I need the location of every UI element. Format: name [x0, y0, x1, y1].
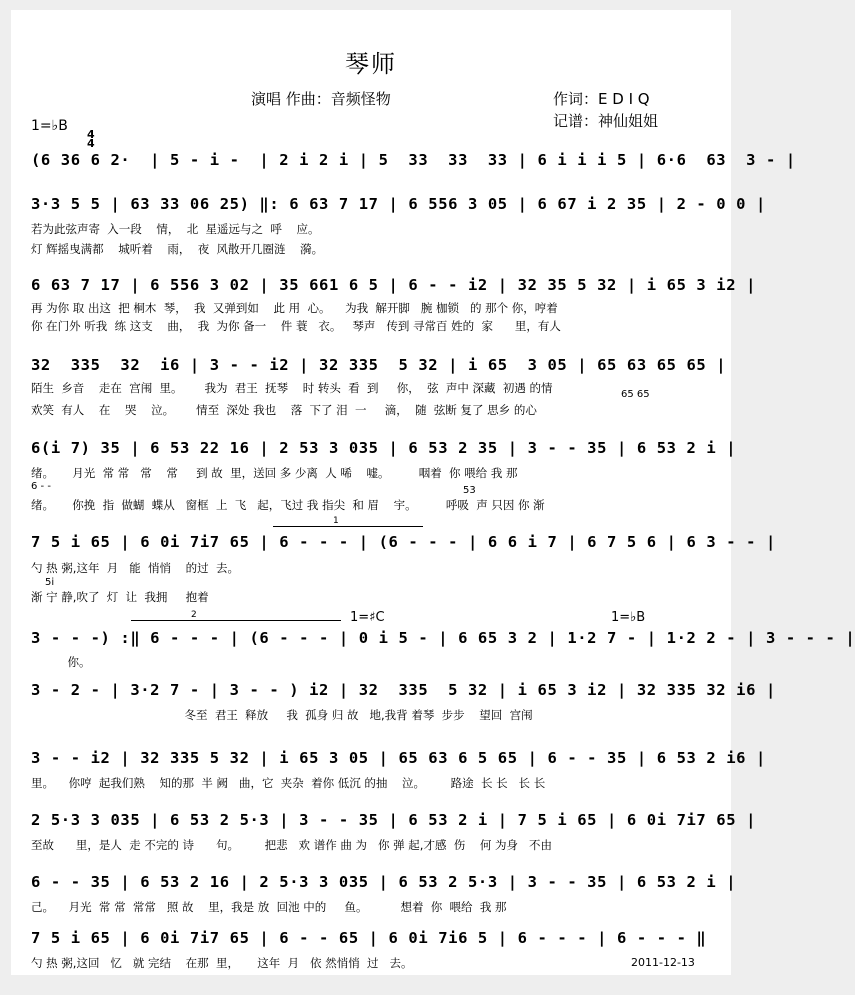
key-signature: 1=♭B	[31, 118, 68, 134]
lyric-line: 若为此弦声寄 入一段 情， 北 星遥远与之 呼 应。	[31, 222, 320, 236]
time-signature: 4 4	[87, 128, 95, 150]
notation-line: 6 63 7 17 | 6 556 3 02 | 35 661 6 5 | 6 - - i2 | 32 35 5 32 | i 65 3 i2 |	[31, 276, 757, 294]
key-change-c: 1=♯C	[350, 610, 385, 625]
harmony-notes: 6 - -	[31, 481, 51, 492]
lyric-line: 绪。 月光 常 常 常 常 到 故 里，送回 多 少离 人 唏 嘘。 咽着 你 喂给 我 那	[31, 466, 518, 480]
volta-bracket-1: 1	[273, 526, 423, 527]
lyric-line: 再 为你 取 出这 把 桐木 琴， 我 又弹到如 此 用 心。 为我 解开脚 腕 枷锁 的 那个 你，哼着	[31, 301, 558, 315]
notation-line: 3 - - i2 | 32 335 5 32 | i 65 3 05 | 65 63 6 5 65 | 6 - - 35 | 6 53 2 i6 |	[31, 749, 766, 767]
lyric-line: 绪。 你挽 指 做蝴 蝶从 窗框 上 飞 起，飞过 我 指尖 和 眉 宇。 呼吸 声 只因 你 渐	[31, 498, 545, 512]
lyric-line: 陌生 乡音 走在 宫闱 里。 我为 君王 抚琴 时 转头 看 到 你， 弦 声中 深藏 初遇 的情	[31, 381, 553, 395]
lyric-line: 灯 辉摇曳满都 城听着 雨， 夜 风散开几圈涟 漪。	[31, 242, 324, 256]
performer-composer-credit: 演唱 作曲：音频怪物	[251, 90, 391, 108]
notation-line: 3 - - -) :‖ 6 - - - | (6 - - - | 0 i 5 - | 6 65 3 2 | 1·2 7 - | 1·2 2 - | 3 - - - |	[31, 629, 855, 647]
notation-line: 7 5 i 65 | 6 0i 7i7 65 | 6 - - 65 | 6 0i 7i6 5 | 6 - - - | 6 - - - ‖	[31, 929, 707, 947]
notation-line: 3·3 5 5 | 63 33 06 25) ‖: 6 63 7 17 | 6 556 3 05 | 6 67 i 2 35 | 2 - 0 0 |	[31, 195, 766, 213]
lyric-line: 勺 热 粥,这年 月 能 悄悄 的过 去。	[31, 561, 239, 575]
song-title: 琴师	[345, 50, 397, 78]
lyric-line: 冬至 君王 释放 我 孤身 归 故 地,我背 着琴 步步 望回 宫闱	[31, 708, 533, 722]
notation-line: 2 5·3 3 035 | 6 53 2 5·3 | 3 - - 35 | 6 53 2 i | 7 5 i 65 | 6 0i 7i7 65 |	[31, 811, 757, 829]
harmony-notes: 53	[463, 485, 476, 496]
notation-line: 7 5 i 65 | 6 0i 7i7 65 | 6 - - - | (6 - - - | 6 6 i 7 | 6 7 5 6 | 6 3 - - |	[31, 533, 776, 551]
date-stamp: 2011-12-13	[631, 956, 695, 969]
lyric-line: 渐 宁 静,吹了 灯 让 我拥 抱着	[31, 590, 209, 604]
lyric-line: 你 在门外 听我 练 这支 曲， 我 为你 备一 件 蓑 衣。 琴声 传到 寻常百 姓的 家 里，有人	[31, 319, 561, 333]
notation-line: 3 - 2 - | 3·2 7 - | 3 - - ) i2 | 32 335 5 32 | i 65 3 i2 | 32 335 32 i6 |	[31, 681, 776, 699]
lyric-line: 至故 里，是人 走 不完的 诗 句。 把悲 欢 谱作 曲 为 你 弹 起,才感 伤 何 为身 不由	[31, 838, 552, 852]
notation-line: 32 335 32 i6 | 3 - - i2 | 32 335 5 32 | i 65 3 05 | 65 63 65 65 |	[31, 356, 727, 374]
key-change-b: 1=♭B	[611, 610, 646, 625]
lyricist-credit: 作词：E D I Q	[553, 90, 650, 108]
score-page	[11, 10, 855, 975]
notation-line: (6 36 6 2· | 5 - i - | 2 i 2 i | 5 33 33 33 | 6 i i i 5 | 6·6 63 3 - |	[31, 151, 796, 169]
lyric-line: 你。	[31, 655, 91, 669]
lyric-line: 己。 月光 常 常 常常 照 故 里，我是 放 回池 中的 鱼。 想着 你 喂给 我 那	[31, 900, 507, 914]
lyric-line: 里。 你哼 起我们熟 知的那 半 阙 曲，它 夹杂 着你 低沉 的抽 泣。 路途 长 长 长 长	[31, 776, 546, 790]
lyric-line: 欢笑 有人 在 哭 泣。 情至 深处 我也 落 下了 泪 一 滴， 随 弦断 复了 思乡 的心	[31, 403, 537, 417]
volta-bracket-2: 2	[131, 620, 341, 621]
notation-line: 6 - - 35 | 6 53 2 16 | 2 5·3 3 035 | 6 53 2 5·3 | 3 - - 35 | 6 53 2 i |	[31, 873, 737, 891]
harmony-notes: 65 65	[621, 389, 650, 400]
lyric-line: 勺 热 粥,这回 忆 就 完结 在那 里， 这年 月 依 然悄悄 过 去。	[31, 956, 413, 970]
notation-line: 6(i 7) 35 | 6 53 22 16 | 2 53 3 035 | 6 53 2 35 | 3 - - 35 | 6 53 2 i |	[31, 439, 737, 457]
transcriber-credit: 记谱：神仙姐姐	[553, 112, 659, 130]
harmony-notes: 5i	[45, 577, 55, 588]
